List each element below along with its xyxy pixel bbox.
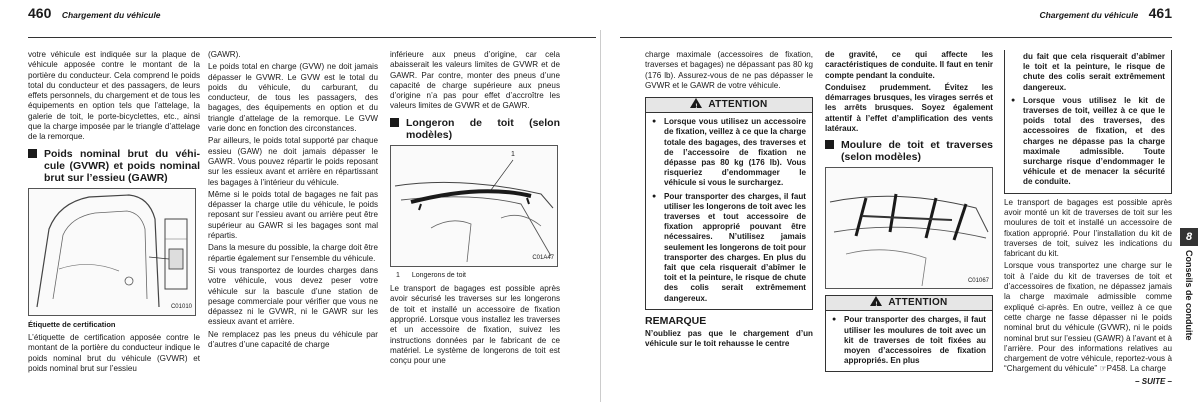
figure1-code: C01010 xyxy=(170,304,192,311)
figure3-code: C01067 xyxy=(967,278,989,285)
col4-intro: charge maximale (accessoires de fixation, traverses et bagages) ne dépassant pas 80 kg (176 lb). Assurez-vous de ne pas dépasser le GVWR et le GAWR de votre véhicule. xyxy=(645,50,813,90)
chapter-tab: 8 xyxy=(1180,228,1198,246)
figure2-code: C01A47 xyxy=(532,255,554,262)
warning2-cont-list xyxy=(1005,50,1171,193)
warning2-header xyxy=(826,296,992,311)
figure-roof-crossbars xyxy=(825,167,993,289)
col2-para-5: Si vous transportez de lourdes charges dans votre véhicule, vous devez peser votre véhicule sur la bascule d’une station de pesage commerciale pour vérifier que vous ne dépassez ni le GVWR, ni le GAWR sur les essieux avant et arrière. xyxy=(208,265,378,327)
crossbars-illustration xyxy=(826,168,992,288)
left-header-title: Chargement du véhicule xyxy=(61,10,161,20)
warning1-item-1: ● Pour transporter des charges, il faut utiliser les longerons de toit avec les traverses et tout accessoire de fixation approprié pouvant être nécessaires. N’utilisez jamais seulement les longerons de toit pour transporter des charges. En plus du fait que cela risquerait d’abîmer le toit et la peinture, le risque de chute des colis serait extrêmement dangereux. xyxy=(652,192,806,304)
warning2-item-0: ● Pour transporter des charges, il faut utiliser les moulures de toit avec un kit de traverses de toit fixées au moyen d’accessoires de fixation appropriés. En plus xyxy=(832,315,986,366)
left-header-rule xyxy=(28,37,596,38)
right-header xyxy=(1039,5,1172,27)
left-page-number: 460 xyxy=(28,5,52,21)
warning-triangle-icon: ! xyxy=(870,296,882,306)
col6-para1: Le transport de bagages est possible après avoir monté un kit de traverses de toit sur les moulures de toit et installé un accessoire de fixation approprié. Pour l’installation du kit de traverses de toit, suivez les indications du fabricant du kit. xyxy=(1004,197,1172,259)
section-gvwr-heading xyxy=(28,148,200,184)
warning1-item-0: ● Lorsque vous utilisez un accessoire de fixation, veillez à ce que la charge totale des bagages, des traverses et de l’accessoire de fixation ne dépasse pas 80 kg (176 lb). Vous risqueriez d’endommager le véhicule si vous le surchargez. xyxy=(652,117,806,188)
col2-para-1: Le poids total en charge (GVW) ne doit jamais dépasser le GVWR. Le GVW est le total du poids du véhicule, du carburant, du conducteur, de tous les passagers, des bagages, des équipements en option et du triangle d’attelage de la remorque. Le GVW varie donc en fonction des circonstances. xyxy=(208,62,378,134)
col5-intro: de gravité, ce qui affecte les caractéristiques de conduite. Il faut en tenir compte pendant la conduite. xyxy=(825,50,993,80)
chapter-side-label: Conseils de conduite xyxy=(1184,250,1194,341)
section-roof-rails-title: Longeron de toit (selon modèles) xyxy=(406,116,560,141)
figure2-caption-num: 1 xyxy=(396,271,400,279)
right-column-3 xyxy=(1004,50,1172,387)
section-square-icon xyxy=(390,118,399,127)
warning1-header xyxy=(646,98,812,113)
section-square-icon xyxy=(28,149,37,158)
figure1-caption: Étiquette de certification xyxy=(28,319,116,329)
remarque-text: N’oubliez pas que le chargement d’un véhicule sur le toit rehausse le centre xyxy=(645,329,813,349)
section-mouldings-heading xyxy=(825,139,993,163)
right-header-title: Chargement du véhicule xyxy=(1039,10,1139,20)
warning1-title: ATTENTION xyxy=(708,99,768,111)
page-gutter xyxy=(600,30,601,402)
col2-para-0: (GAWR). xyxy=(208,50,241,59)
right-page-number: 461 xyxy=(1148,5,1172,21)
section-square-icon xyxy=(825,140,834,149)
figure2-caption: Longerons de toit xyxy=(411,271,466,279)
col3-body: Le transport de bagages est possible après avoir sécurisé les traverses sur les longerons de toit et installé un accessoire de fixation approprié. Lorsque vous installez les traverses et un accessoire de fixation, suivez les instructions données par le fabricant de ce matériel. Le système de longerons de toit est conçu pour une xyxy=(390,284,560,366)
left-column-3 xyxy=(390,50,560,368)
col2-para-2: Par ailleurs, le poids total supporté par chaque essieu (GAW) ne doit jamais dépasser le GAWR. Vous pouvez répartir le poids reposant sur les essieux avant et arrière en répartissant les bagages à l’intérieur du véhicule. xyxy=(208,136,378,187)
section-roof-rails-heading xyxy=(390,117,560,141)
door-pillar-illustration xyxy=(29,189,195,315)
warning-triangle-icon: ! xyxy=(690,98,702,108)
right-column-1 xyxy=(645,50,813,352)
right-column-2 xyxy=(825,50,993,372)
col1-intro: votre véhicule est indiquée sur la plaque de véhicule apposée contre le montant de la portière du conducteur. Cela comprend le poids total du conducteur et des passagers, de leurs effets personnels, du chargement et de tous les équipements en option tels que l’attelage, la galerie de toit, le porte-bicyclettes, etc., ainsi que la charge imposée par le triangle d’attelage de la remorque. xyxy=(28,50,200,142)
figure-certification-label xyxy=(28,188,196,316)
warning-box-1 xyxy=(645,97,813,310)
warning2-list xyxy=(826,311,992,371)
left-column-2 xyxy=(208,50,378,352)
col6-para2: Lorsque vous transportez une charge sur le toit à l’aide du kit de traverses de toit et d’accessoires de fixation, ne dépassez jamais la charge maximale admissible comme expliqué ci-après. En outre, veillez à ce que cette charge ne fasse dépasser ni le poids nominal brut du véhicule (GVWR), ni le poids nominal brut sur l’essieu (GAWR) à l’avant et à l’arrière. Pour des informations relatives au chargement de votre véhicule, reportez-vous à “Chargement du véhicule” ☞P458. La charge xyxy=(1004,261,1172,374)
col2-para-6: Ne remplacez pas les pneus du véhicule par d’autres d’une capacité de charge xyxy=(208,329,378,350)
warning2-title: ATTENTION xyxy=(888,297,948,309)
left-column-1 xyxy=(28,50,200,376)
figure2-callout: 1 xyxy=(511,150,515,158)
suite-marker: – SUITE – xyxy=(1135,376,1172,386)
figure-roof-rails xyxy=(390,145,558,267)
col5-intro2: Conduisez prudemment. Évitez les démarrages brusques, les virages serrés et les arrêts brusques. Soyez également attentif à l’effet d’amplification des vents latéraux. xyxy=(825,82,993,134)
roof-rails-illustration xyxy=(391,146,557,266)
warning-box-2 xyxy=(825,295,993,372)
col3-intro: inférieure aux pneus d’origine, car cela abaisserait les valeurs limites de GVWR et de GAWR. Par contre, monter des pneus d’une capacité de charge supérieure aux pneus d’origine n’a pas pour effet d’accroître les valeurs limites de GVWR et de GAWR. xyxy=(390,50,560,111)
col2-para-4: Dans la mesure du possible, la charge doit être répartie également sur l’ensemble du véhicule. xyxy=(208,243,378,263)
warning-box-2-cont xyxy=(1004,50,1172,194)
warning2-cont-text: du fait que cela risquerait d’abîmer le toit et la peinture, le risque de chute des colis serait extrêmement dangereux. xyxy=(1023,52,1165,92)
section-gvwr-title: Poids nominal brut du véhi-cule (GVWR) et poids nominal brut sur l’essieu (GAWR) xyxy=(44,147,200,184)
col2-para-3: Même si le poids total de bagages ne fait pas dépasser la charge utile du véhicule, le poids reposant sur l’essieu avant ou arrière peut être supérieur au GAWR si les bagages sont mal répartis. xyxy=(208,189,378,241)
remarque-title: REMARQUE xyxy=(645,314,707,327)
section-mouldings-title: Moulure de toit et traverses (selon modèles) xyxy=(841,139,993,164)
figure2-caption-row xyxy=(396,271,560,281)
warning2-item-1: ● Lorsque vous utilisez le kit de traverses de toit, veillez à ce que le poids total des traverses, des accessoires de fixation, et des charges ne dépasse pas la charge maximale admissible. Toute surcharge risque d’endommager le véhicule et de menacer la sécurité de conduite. xyxy=(1011,96,1165,188)
col1-label-text: L’étiquette de certification apposée contre le montant de la portière du conducteur indique le poids nominal brut du véhicule (GVWR) et poids nominal brut sur l’essieu xyxy=(28,332,200,373)
warning1-list xyxy=(646,113,812,309)
right-header-rule xyxy=(620,37,1172,38)
left-header xyxy=(28,5,161,27)
